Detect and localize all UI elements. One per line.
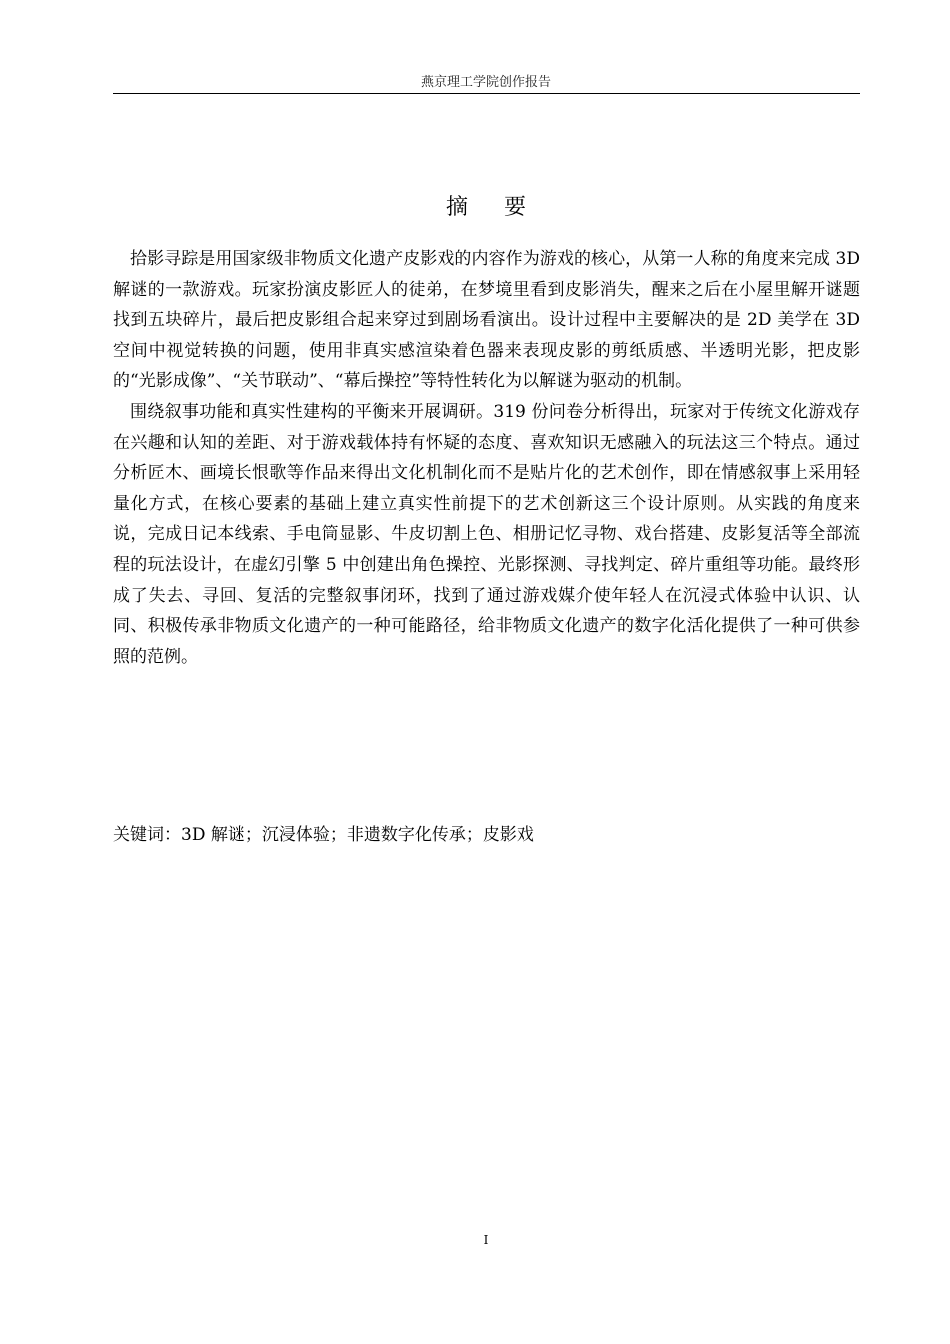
abstract-title: 摘要 (445, 194, 562, 220)
page-number: I (483, 1233, 489, 1247)
abstract-paragraph-1: 拾影寻踪是用国家级非物质文化遗产皮影戏的内容作为游戏的核心，从第一人称的角度来完成 3D 解谜的一款游戏。玩家扮演皮影匠人的徒弟，在梦境里看到皮影消失，醒来之后在小屋里解开谜题找到五块碎片，最后把皮影组合起来穿过到剧场看演出。设计过程中主要解决的是 2D 美学在 3D 空间中视觉转换的问题，使用非真实感渲染着色器来表现皮影的剪纸质感、半透明光影，把皮影的“光影成像”、“关节联动”、“幕后操控”等特性转化为以解谜为驱动的机制。 (113, 249, 860, 392)
page-header (113, 75, 859, 91)
abstract-body (113, 244, 860, 672)
abstract-paragraph-2: 围绕叙事功能和真实性建构的平衡来开展调研。319 份问卷分析得出，玩家对于传统文化游戏存在兴趣和认知的差距、对于游戏载体持有怀疑的态度、喜欢知识无感融入的玩法这三个特点。通过分析匠木、画境长恨歌等作品来得出文化机制化而不是贴片化的艺术创作，即在情感叙事上采用轻量化方式，在核心要素的基础上建立真实性前提下的艺术创新这三个设计原则。从实践的角度来说，完成日记本线索、手电筒显影、牛皮切割上色、相册记忆寻物、戏台搭建、皮影复活等全部流程的玩法设计，在虚幻引擎 5 中创建出角色操控、光影探测、寻找判定、碎片重组等功能。最终形成了失去、寻回、复活的完整叙事闭环，找到了通过游戏媒介使年轻人在沉浸式体验中认识、认同、积极传承非物质文化遗产的一种可能路径，给非物质文化遗产的数字化活化提供了一种可供参照的范例。 (113, 401, 860, 667)
keywords-value: 3D 解谜；沉浸体验；非遗数字化传承；皮影戏 (181, 825, 534, 845)
keywords-label: 关键词： (113, 825, 181, 845)
header-text: 燕京理工学院创作报告 (420, 75, 551, 90)
keywords-line (113, 820, 860, 850)
header-divider (113, 93, 860, 94)
